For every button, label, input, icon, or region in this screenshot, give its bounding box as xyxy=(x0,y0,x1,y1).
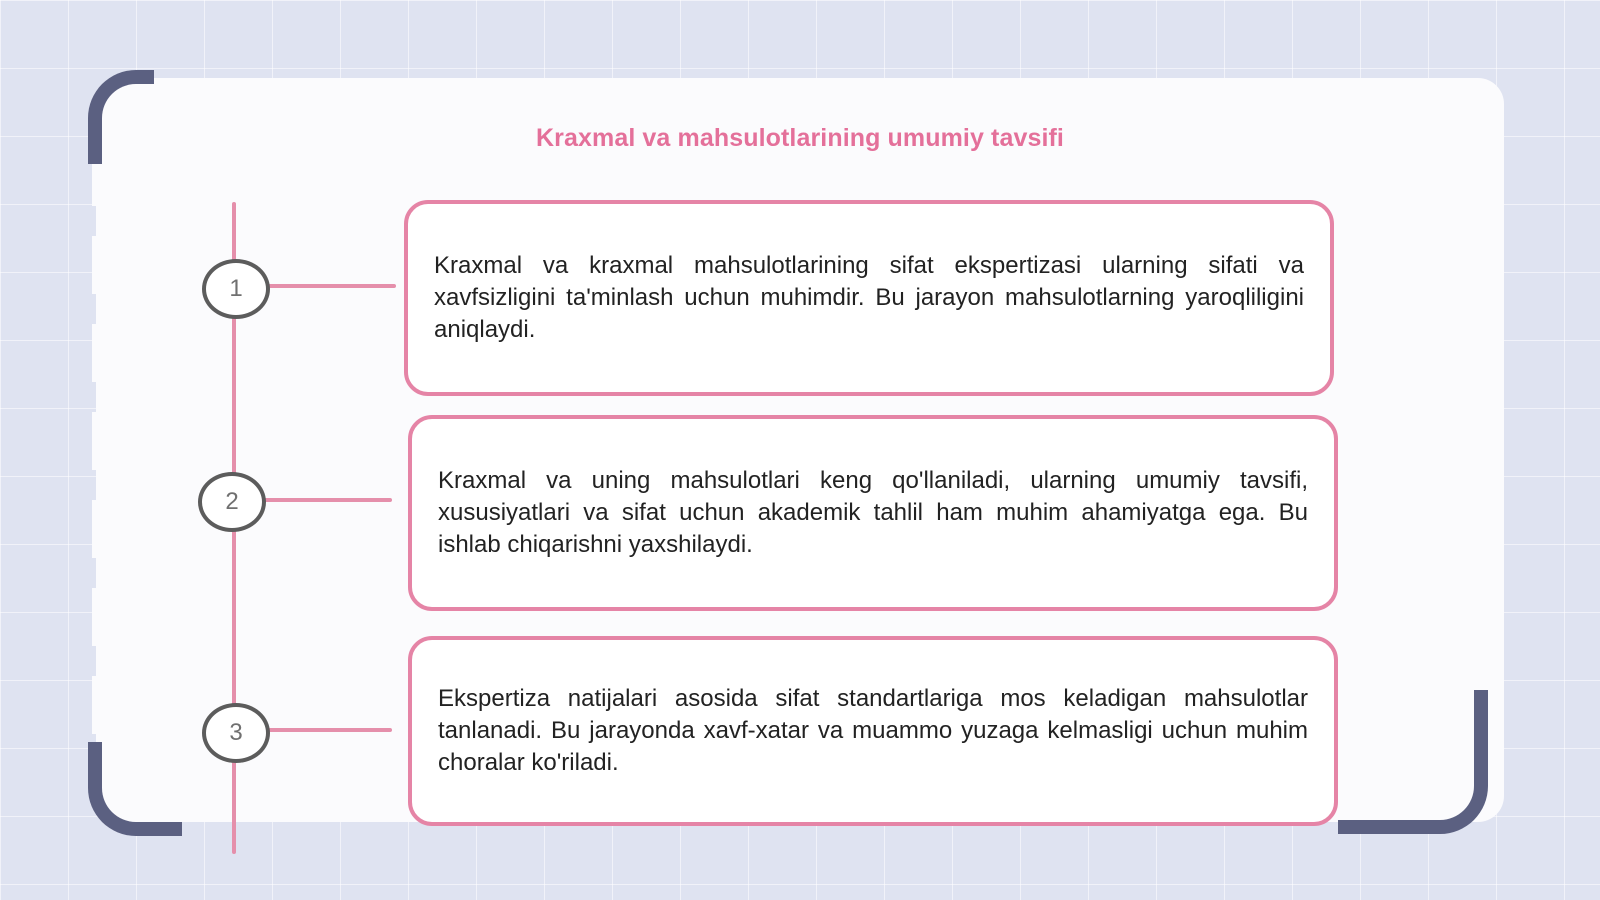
slide-title: Kraxmal va mahsulotlarining umumiy tavsifi xyxy=(536,124,1064,152)
timeline-connector xyxy=(266,284,396,288)
step-number-2: 2 xyxy=(198,472,266,532)
info-card-3 xyxy=(408,636,1338,826)
frame-corner-bottom-right xyxy=(1338,690,1488,834)
frame-corner-bottom-left xyxy=(88,742,182,836)
info-card-1 xyxy=(404,200,1334,396)
info-card-text: Ekspertiza natijalari asosida sifat standartlariga mos keladigan mahsulotlar tanlanadi. Bu jarayonda xavf-xatar va muammo yuzaga kelmasligi uchun muhim choralar ko'riladi. xyxy=(438,685,1308,776)
step-number-3: 3 xyxy=(202,703,270,763)
info-card-2 xyxy=(408,415,1338,611)
timeline-connector xyxy=(266,728,392,732)
timeline-connector xyxy=(262,498,392,502)
step-number-1: 1 xyxy=(202,259,270,319)
info-card-text: Kraxmal va kraxmal mahsulotlarining sifat ekspertizasi ularning sifati va xavfsizligini ta'minlash uchun muhimdir. Bu jarayon mahsulotlarning yaroqliligini aniqlaydi. xyxy=(434,252,1304,343)
info-card-text: Kraxmal va uning mahsulotlari keng qo'llaniladi, ularning umumiy tavsifi, xususiyatlari va sifat uchun akademik tahlil ham muhim ahamiyatga ega. Bu ishlab chiqarishni yaxshilaydi. xyxy=(438,467,1308,558)
